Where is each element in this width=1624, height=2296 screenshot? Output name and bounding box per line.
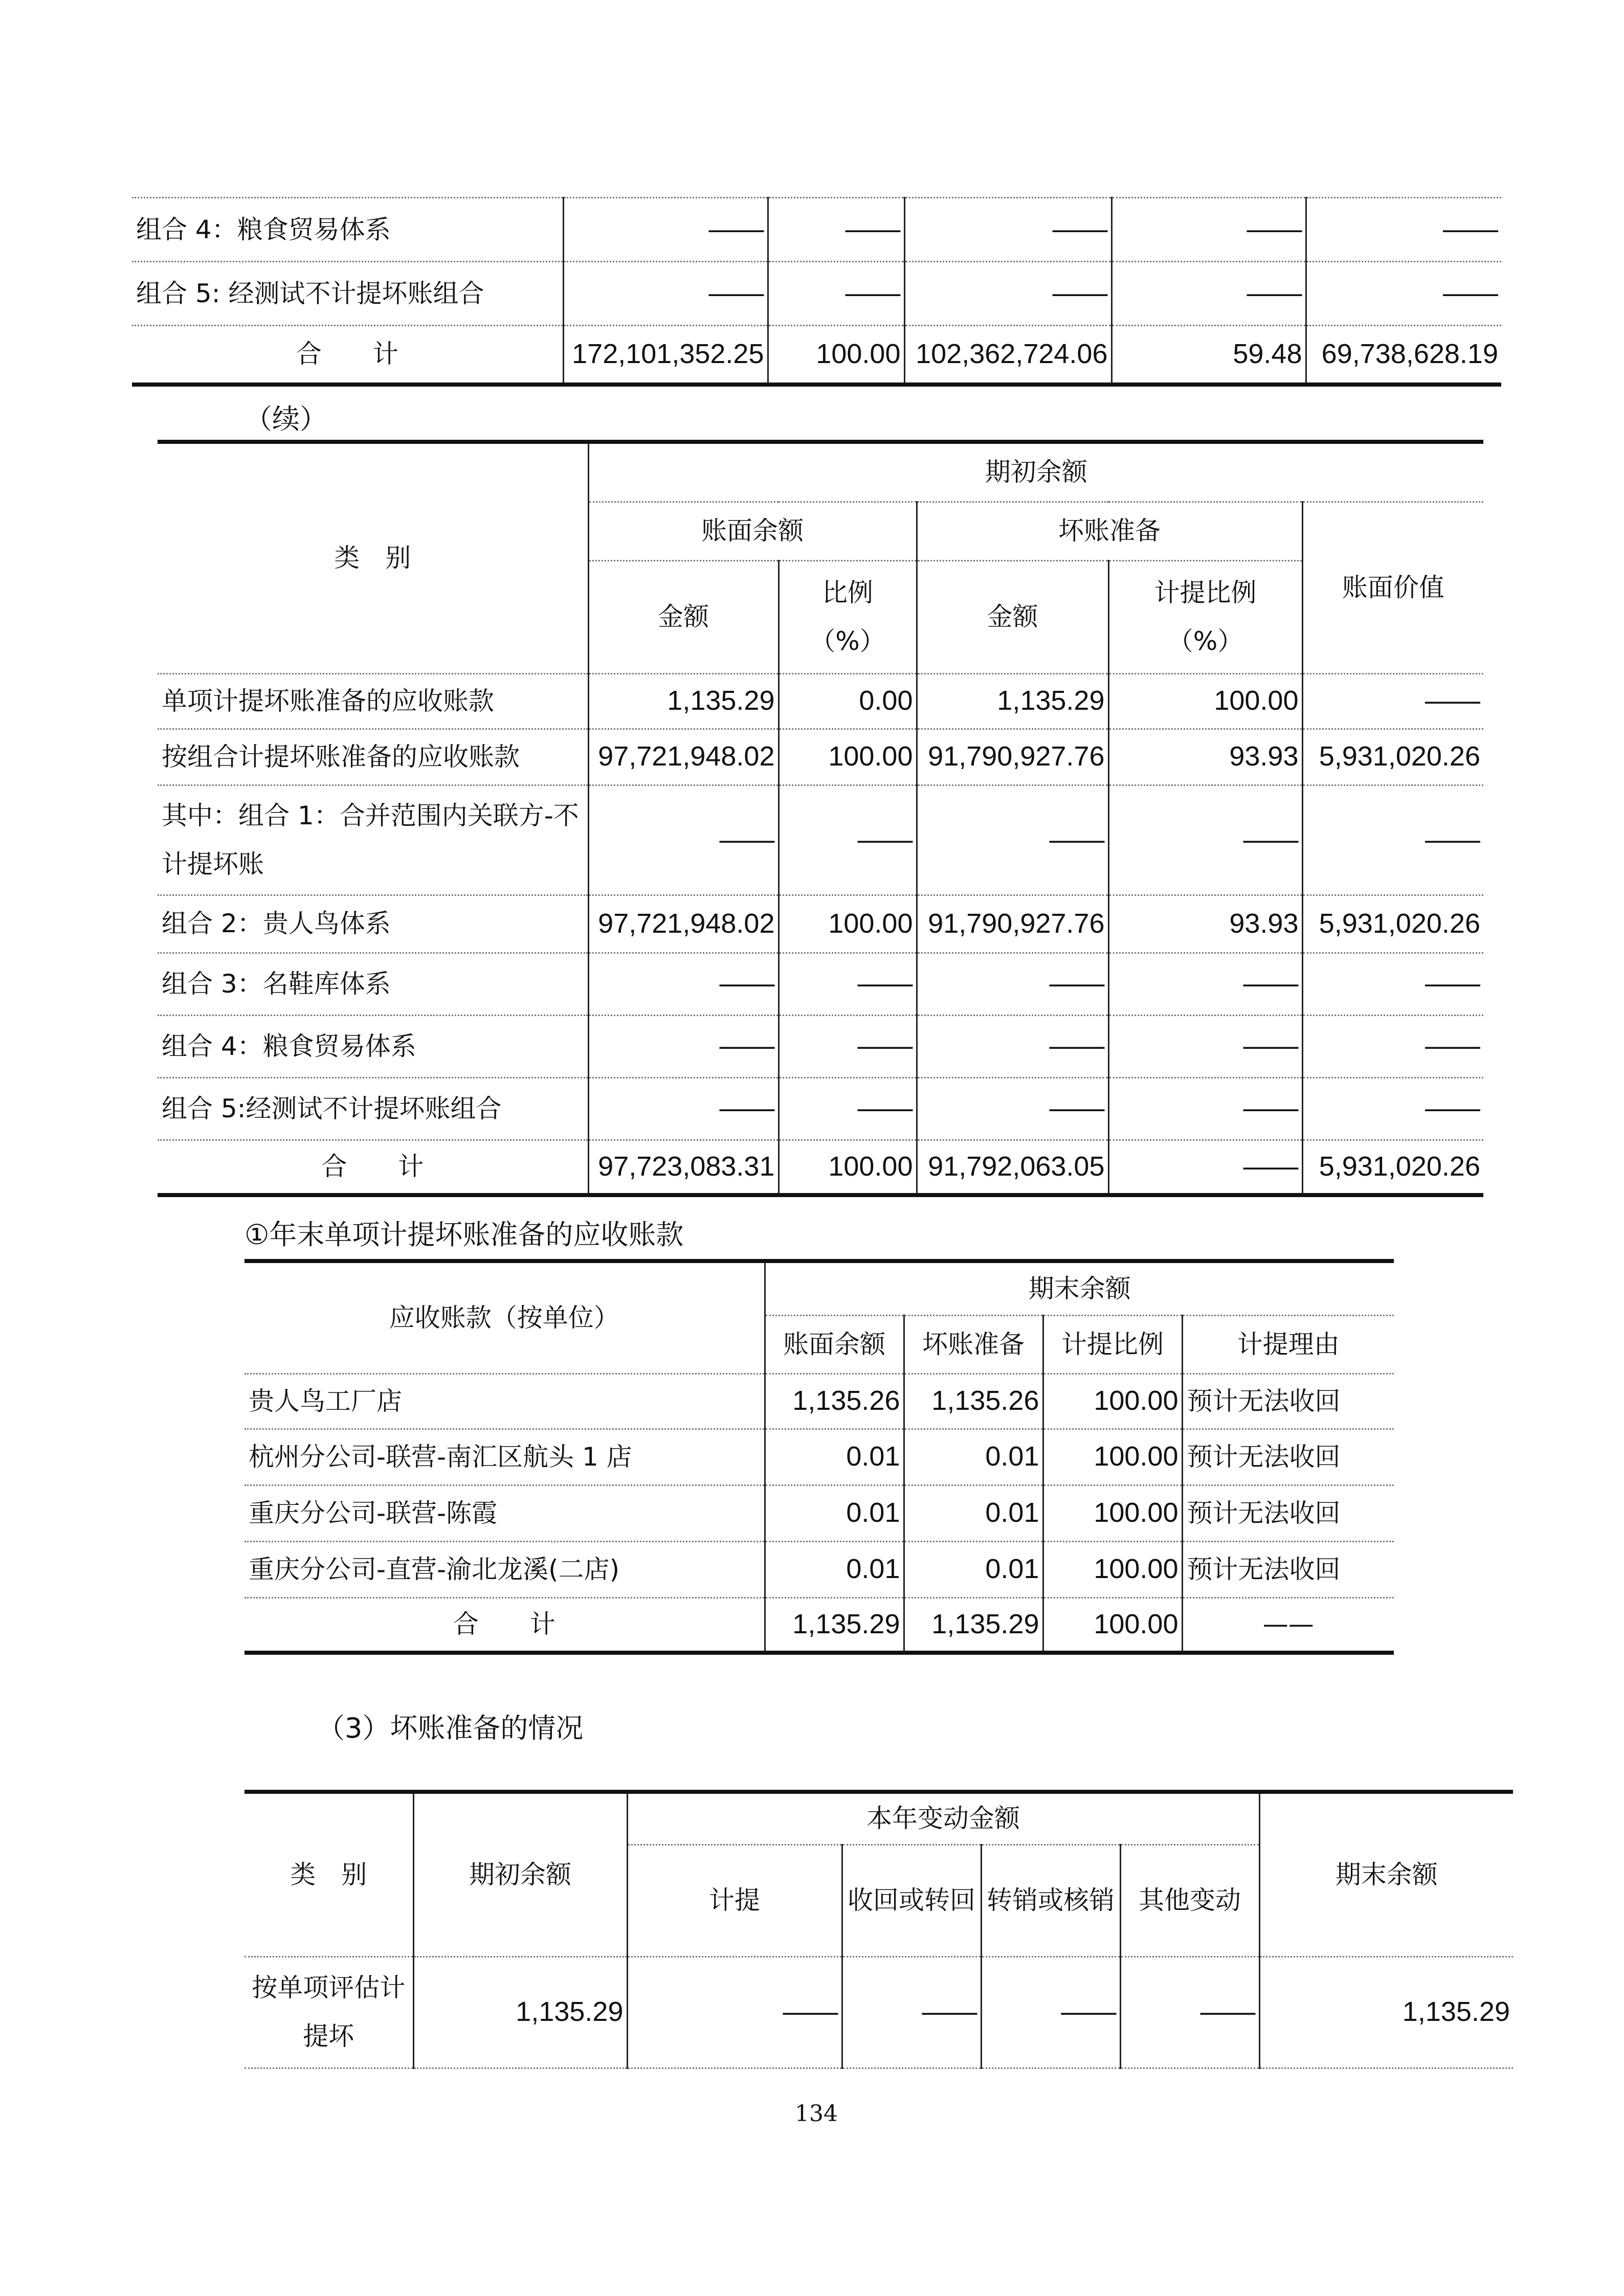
total-row: 合 计 1,135.29 1,135.29 100.00 ——	[244, 1597, 1394, 1653]
change-header: 本年变动金额	[627, 1792, 1259, 1844]
amount-header: 金额	[917, 560, 1108, 673]
table-row: 贵人鸟工厂店 1,135.26 1,135.26 100.00 预计无法收回	[244, 1374, 1394, 1429]
period-header: 期末余额	[765, 1261, 1394, 1315]
section-title-3: （3）坏账准备的情况	[317, 1712, 584, 1744]
row-label: 组合 5: 经测试不计提坏账组合	[132, 262, 563, 326]
table-1	[132, 197, 1501, 387]
page-number: 134	[795, 2101, 838, 2127]
category-header: 类 别	[244, 1792, 413, 1956]
table-row: 重庆分公司-直营-渝北龙溪(二店) 0.01 0.01 100.00 预计无法收回	[244, 1541, 1394, 1597]
closing-header: 期末余额	[1259, 1792, 1513, 1956]
table-row: 组合 4：粮食贸易体系 —— —— —— —— ——	[132, 198, 1501, 262]
section-title-1: ①年末单项计提坏账准备的应收账款	[244, 1219, 684, 1251]
category-header: 类 别	[158, 442, 588, 673]
table-row: 重庆分公司-联营-陈霞 0.01 0.01 100.00 预计无法收回	[244, 1485, 1394, 1541]
table-4: 类 别 期初余额 本年变动金额 期末余额 计提 收回或转回 转销或核销 其他变动 按单项评估计提坏 1,135.29 —— —— —— —— 1,135.29	[244, 1790, 1513, 2069]
table-3: 应收账款（按单位） 期末余额 账面余额 坏账准备 计提比例 计提理由 贵人鸟工厂店 1,135.26 1,135.26 100.00 预计无法收回 杭州分公司-联营-南汇区航头 1 店 0.01 0.01 100.00 预计无法收回 重庆分公司-联营-陈霞 0.01 0.01 100.00 预计无法收回 重庆分公司-直营-渝北龙溪(二店) 0.01 0.01 100.00 预计无法收回 合 计 1,135.29 1,135.29 100.00 ——	[244, 1259, 1394, 1655]
ratio-header: 比例 （%）	[778, 560, 917, 673]
table-row: 按组合计提坏账准备的应收账款 97,721,948.02 100.00 91,790,927.76 93.93 5,931,020.26	[158, 729, 1483, 785]
continued-label: （续）	[244, 403, 327, 435]
opening-header: 期初余额	[413, 1792, 627, 1956]
table-row: 单项计提坏账准备的应收账款 1,135.29 0.00 1,135.29 100.00 ——	[158, 673, 1483, 729]
table-row: 组合 5: 经测试不计提坏账组合 —— —— —— —— ——	[132, 262, 1501, 326]
book-balance-header: 账面余额	[588, 502, 917, 560]
period-header: 期初余额	[588, 442, 1483, 502]
total-row: 合 计 97,723,083.31 100.00 91,792,063.05 —— 5,931,020.26	[158, 1140, 1483, 1195]
table-row: 组合 3：名鞋库体系 —— —— —— —— ——	[158, 953, 1483, 1015]
unit-header: 应收账款（按单位）	[244, 1261, 765, 1374]
table-row: 其中：组合 1：合并范围内关联方-不计提坏账 —— —— —— —— ——	[158, 785, 1483, 895]
row-label: 合 计	[132, 326, 563, 385]
table-row: 组合 5:经测试不计提坏账组合 —— —— —— —— ——	[158, 1077, 1483, 1140]
provision-ratio-header: 计提比例 （%）	[1108, 560, 1302, 673]
book-value-header: 账面价值	[1302, 502, 1483, 673]
bad-debt-header: 坏账准备	[917, 502, 1302, 560]
table-row: 组合 4：粮食贸易体系 —— —— —— —— ——	[158, 1015, 1483, 1077]
table-row: 按单项评估计提坏 1,135.29 —— —— —— —— 1,135.29	[244, 1956, 1513, 2068]
total-row: 合 计 172,101,352.25 100.00 102,362,724.06 59.48 69,738,628.19	[132, 326, 1501, 385]
table-2	[158, 440, 1483, 1197]
row-label: 组合 4：粮食贸易体系	[132, 198, 563, 262]
table-row: 组合 2：贵人鸟体系 97,721,948.02 100.00 91,790,927.76 93.93 5,931,020.26	[158, 895, 1483, 953]
amount-header: 金额	[588, 560, 778, 673]
table-row: 杭州分公司-联营-南汇区航头 1 店 0.01 0.01 100.00 预计无法收回	[244, 1429, 1394, 1485]
